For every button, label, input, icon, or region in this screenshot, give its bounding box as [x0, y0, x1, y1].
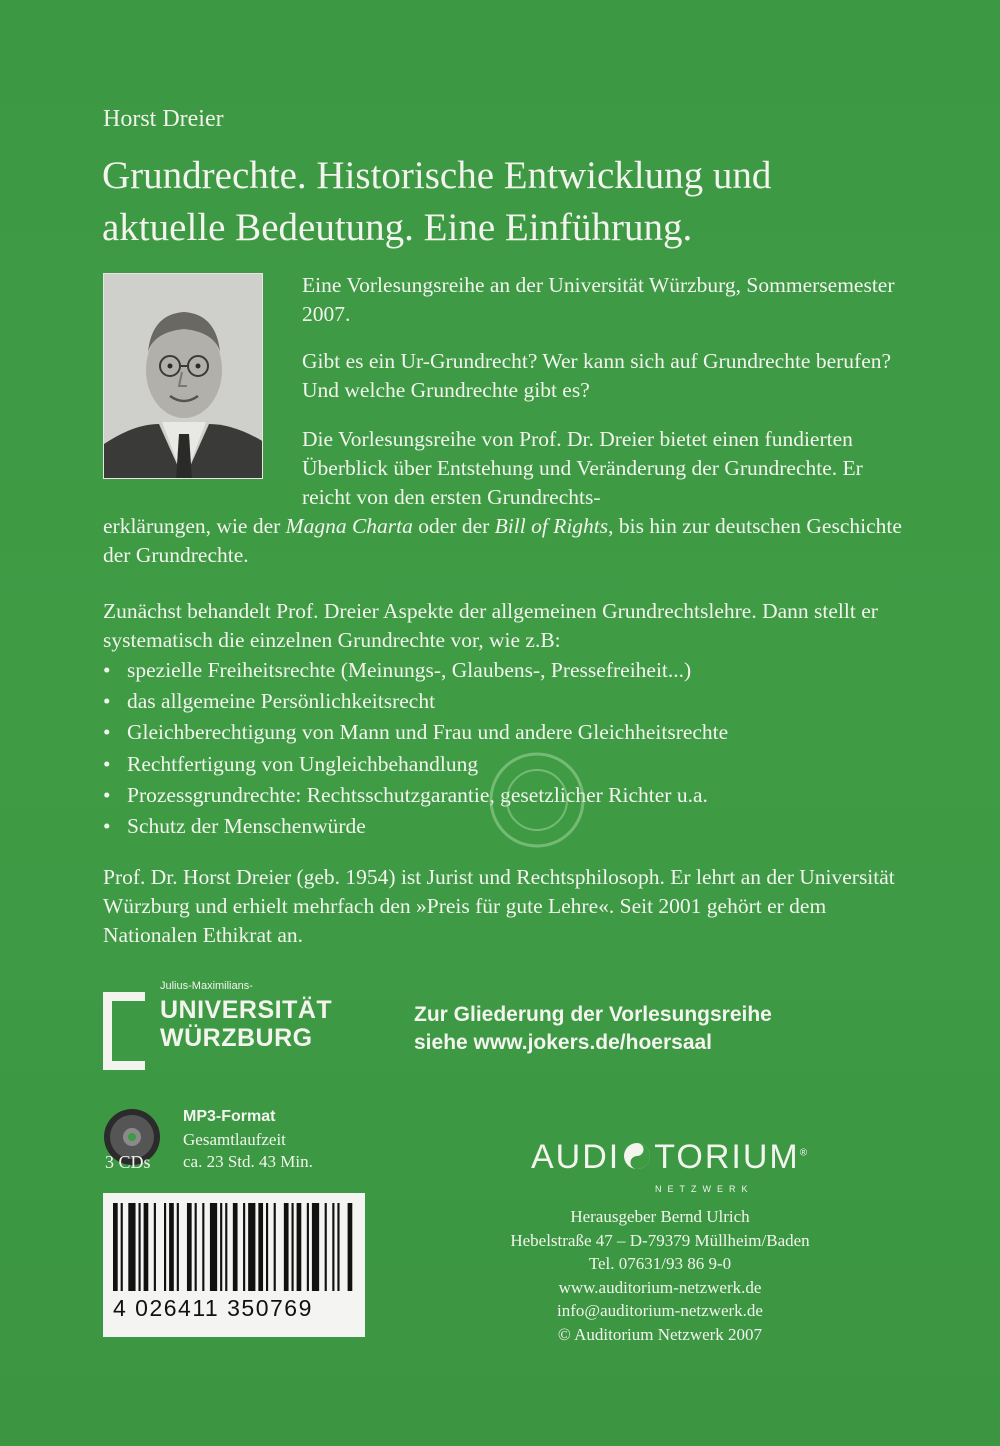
barcode-bar	[113, 1203, 118, 1291]
text-fragment: erklärungen, wie der	[103, 514, 286, 538]
barcode-number: 4 026411 350769	[113, 1295, 313, 1321]
list-item-text: spezielle Freiheitsrechte (Meinungs-, Glaubens-, Pressefreiheit...)	[127, 658, 692, 682]
barcode-bar	[220, 1203, 222, 1291]
imprint-line: Herausgeber Bernd Ulrich	[570, 1207, 750, 1226]
magna-charta-term: Magna Charta	[285, 514, 413, 538]
university-logo-frame-icon	[103, 992, 145, 1070]
barcode	[103, 1193, 365, 1337]
intro-paragraph-3: Die Vorlesungsreihe von Prof. Dr. Dreier bietet einen fundierten Überblick über Entstehung und Veränderung der Grundrechte. Er reicht von den ersten Grundrechts-	[302, 427, 863, 509]
barcode-bar	[248, 1203, 255, 1291]
stamp-icon	[485, 748, 590, 853]
intro-paragraph-2: Gibt es ein Ur-Grundrecht? Wer kann sich auf Grundrechte berufen? Und welche Grundrechte gibt es?	[302, 349, 892, 402]
list-item	[103, 717, 923, 748]
title-line: aktuelle Bedeutung. Eine Einführung.	[102, 206, 693, 249]
imprint-line: Tel. 07631/93 86 9-0	[588, 1254, 732, 1274]
university-logo-line: WÜRZBURG	[160, 1024, 313, 1052]
barcode-bar	[164, 1203, 166, 1291]
cd-format: MP3-Format	[183, 1108, 276, 1125]
imprint-line: © Auditorium Netzwerk 2007	[557, 1324, 763, 1344]
publisher-logo-right: TORIUM	[654, 1138, 800, 1176]
topics-intro: Zunächst behandelt Prof. Dreier Aspekte der allgemeinen Grundrechtslehre. Dann stellt er systematisch die einzelnen Grundrechte vor, wie z.B:	[103, 599, 878, 652]
barcode-bar	[297, 1203, 302, 1291]
barcode-bar	[233, 1203, 238, 1291]
publisher-logo-sub: NETZWERK	[655, 1184, 754, 1194]
list-item-text: Gleichberechtigung von Mann und Frau und andere Gleichheitsrechte	[127, 720, 729, 745]
barcode-bar	[312, 1203, 319, 1291]
publisher-logo-left: AUDI	[531, 1138, 621, 1176]
barcode-bar	[121, 1203, 123, 1291]
barcode-bar	[332, 1203, 334, 1291]
university-logo-name	[160, 996, 332, 1052]
list-item-text: Schutz der Menschenwürde	[127, 814, 366, 839]
registered-mark: ®	[799, 1147, 810, 1159]
bullet-icon: •	[103, 814, 111, 839]
gliederung-link[interactable]: siehe www.jokers.de/hoersaal	[414, 1031, 713, 1054]
barcode-bar	[258, 1203, 263, 1291]
yin-yang-icon	[622, 1141, 652, 1171]
book-title	[102, 150, 962, 254]
gliederung-note	[414, 1001, 772, 1057]
bullet-icon: •	[103, 782, 111, 807]
author-bio: Prof. Dr. Horst Dreier (geb. 1954) ist Jurist und Rechtsphilosoph. Er lehrt an der Universität Würzburg und erhielt mehrfach den »Preis für gute Lehre«. Seit 2001 gehört er dem Nationalen Ethikrat an.	[103, 865, 895, 947]
bullet-icon: •	[103, 720, 111, 745]
barcode-bar	[337, 1203, 339, 1291]
cd-count: 3 CDs	[105, 1152, 151, 1172]
barcode-bar	[154, 1203, 156, 1291]
bullet-icon: •	[103, 751, 111, 776]
barcode-bar	[169, 1203, 174, 1291]
list-item	[103, 686, 923, 717]
title-line: Grundrechte. Historische Entwicklung und	[102, 154, 772, 197]
runtime-value: ca. 23 Std. 43 Min.	[183, 1152, 313, 1171]
list-item	[103, 655, 923, 686]
bill-of-rights-term: Bill of Rights	[494, 514, 609, 538]
list-item-text: Prozessgrundrechte: Rechtsschutzgarantie, gesetzlicher Richter u.a.	[127, 782, 708, 807]
barcode-bar	[177, 1203, 179, 1291]
barcode-bar	[210, 1203, 217, 1291]
barcode-bars-icon	[111, 1203, 357, 1293]
barcode-bar	[284, 1203, 289, 1291]
barcode-bar	[144, 1203, 149, 1291]
text-fragment: , bis hin zur deutschen Geschichte der Grundrechte.	[103, 514, 902, 567]
author-name: Horst Dreier	[103, 106, 224, 132]
cd-runtime	[183, 1129, 313, 1173]
imprint-line: Hebelstraße 47 – D-79379 Müllheim/Baden	[510, 1230, 810, 1250]
publisher-logo-name	[531, 1138, 809, 1177]
intro-paragraph-3-continued	[103, 512, 903, 570]
list-item-text: Rechtfertigung von Ungleichbehandlung	[127, 751, 479, 776]
barcode-bar	[187, 1203, 192, 1291]
barcode-bar	[128, 1203, 135, 1291]
barcode-bar	[139, 1203, 141, 1291]
barcode-bar	[243, 1203, 245, 1291]
text-fragment: oder der	[412, 514, 495, 538]
barcode-bar	[202, 1203, 204, 1291]
runtime-label: Gesamtlaufzeit	[183, 1130, 286, 1149]
barcode-bar	[325, 1203, 327, 1291]
barcode-bar	[274, 1203, 276, 1291]
barcode-bar	[266, 1203, 268, 1291]
barcode-bar	[292, 1203, 294, 1291]
barcode-bar	[195, 1203, 197, 1291]
imprint-email-link[interactable]: info@auditorium-netzwerk.de	[557, 1301, 763, 1321]
intro-paragraph-1: Eine Vorlesungsreihe an der Universität Würzburg, Sommersemester 2007.	[302, 273, 895, 326]
bullet-icon: •	[103, 658, 111, 682]
cd-info	[103, 1108, 403, 1178]
gliederung-line: Zur Gliederung der Vorlesungsreihe	[414, 1003, 772, 1026]
list-item-text: das allgemeine Persönlichkeitsrecht	[127, 689, 436, 714]
publisher-logo	[505, 1138, 825, 1198]
portrait-image	[104, 274, 263, 479]
imprint-website-link[interactable]: www.auditorium-netzwerk.de	[558, 1277, 762, 1297]
publisher-imprint	[470, 1205, 850, 1347]
barcode-bar	[307, 1203, 309, 1291]
university-logo-line: UNIVERSITÄT	[160, 996, 333, 1024]
bullet-icon: •	[103, 689, 111, 714]
author-photo	[103, 273, 263, 479]
barcode-bar	[348, 1203, 353, 1291]
university-logo	[103, 980, 343, 1070]
university-logo-subtitle: Julius-Maximilians-	[160, 980, 253, 992]
barcode-bar	[225, 1203, 227, 1291]
